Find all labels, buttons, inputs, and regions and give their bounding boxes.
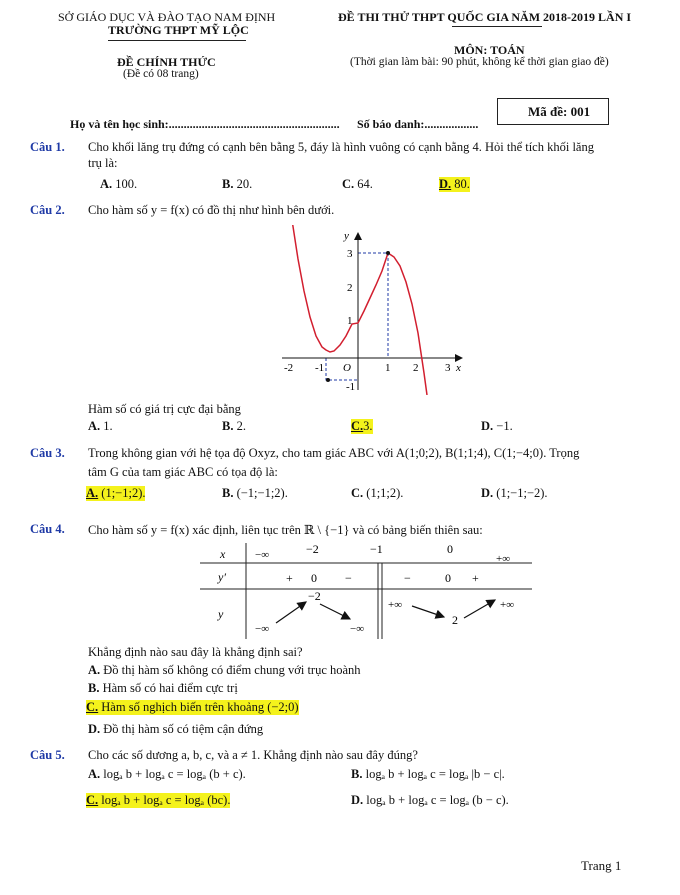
vt-x-neg-inf: −∞ [255, 549, 270, 561]
vt-y-pos-inf-1: +∞ [388, 599, 403, 611]
x-tick-3: 3 [445, 362, 451, 374]
q2-prompt: Hàm số có giá trị cực đại bằng [88, 402, 241, 416]
q4-label: Câu 4. [30, 522, 65, 536]
q5-text: Cho các số dương a, b, c, và a ≠ 1. Khẳng định nào sau đây đúng? [88, 748, 418, 762]
q1-text: Cho khối lăng trụ đứng có cạnh bên bằng 5, đáy là hình vuông có cạnh bằng 4. Hỏi thể tích khối lăng [88, 140, 594, 154]
vt-x-0: 0 [447, 543, 453, 556]
school-underline [108, 40, 246, 41]
q1-label: Câu 1. [30, 140, 65, 154]
vt-arrow-down-2 [412, 606, 444, 617]
y-axis-label: y [344, 230, 349, 242]
q2-option-d[interactable]: D. −1. [481, 419, 513, 433]
official-label: ĐỀ CHÍNH THỨC [117, 55, 216, 69]
q5-option-d[interactable]: D. logₐ b + logₐ c = logₐ (b − c). [351, 793, 509, 807]
title-underline [452, 26, 542, 27]
q1-option-b[interactable]: B. 20. [222, 177, 253, 191]
q1-option-d[interactable]: D. 80. [439, 177, 470, 191]
q1-option-c[interactable]: C. 64. [342, 177, 373, 191]
vt-x-neg2: −2 [306, 543, 319, 556]
q4-option-d[interactable]: D. Đồ thị hàm số có tiệm cận đứng [88, 722, 264, 736]
vt-arrow-up-1 [276, 602, 306, 623]
vt-x-pos-inf: +∞ [496, 553, 511, 565]
function-graph [270, 225, 480, 395]
q2-option-c[interactable]: C.3. [351, 419, 373, 433]
student-id-field: Số báo danh:.................. [357, 117, 479, 131]
vt-sign-3: − [345, 571, 352, 585]
x-tick-1: 1 [385, 362, 391, 374]
page-count: (Đề có 08 trang) [123, 68, 199, 80]
exam-code: Mã đề: 001 [528, 104, 591, 119]
school-name: TRƯỜNG THPT MỸ LỘC [108, 23, 249, 37]
q5-option-c[interactable]: C. logₐ b + logₐ c = logₐ (bc). [86, 793, 231, 807]
vt-sign-1: + [286, 571, 293, 585]
q3-text-cont: tâm G của tam giác ABC có tọa độ là: [88, 465, 278, 479]
q3-option-b[interactable]: B. (−1;−1;2). [222, 486, 288, 500]
exam-code-box [497, 98, 609, 125]
vt-sign-5: 0 [445, 571, 451, 585]
vt-y-2: 2 [452, 613, 458, 627]
q5-label: Câu 5. [30, 748, 65, 762]
vt-row-y: y [218, 607, 224, 621]
x-axis-label: x [456, 362, 461, 374]
q2-label: Câu 2. [30, 203, 65, 217]
q4-option-a[interactable]: A. Đồ thị hàm số không có điểm chung với trục hoành [88, 663, 361, 677]
q4-option-b[interactable]: B. Hàm số có hai điểm cực trị [88, 681, 238, 695]
department-name: SỞ GIÁO DỤC VÀ ĐÀO TẠO NAM ĐỊNH [58, 10, 276, 24]
vt-y-neg2: −2 [308, 589, 321, 603]
q4-prompt: Khẳng định nào sau đây là khẳng định sai? [88, 645, 303, 659]
exam-title: ĐỀ THI THỬ THPT QUỐC GIA NĂM 2018-2019 LẦN I [338, 10, 632, 24]
q3-option-c[interactable]: C. (1;1;2). [351, 486, 404, 500]
vt-y-neg-inf-1: −∞ [255, 623, 270, 635]
min-point [326, 378, 330, 382]
q1-text-cont: trụ là: [88, 156, 118, 170]
q5-option-b[interactable]: B. logₐ b + logₐ c = logₐ |b − c|. [351, 767, 505, 781]
y-tick-3: 3 [347, 248, 353, 260]
y-tick-neg1: -1 [346, 381, 356, 393]
q3-option-d[interactable]: D. (1;−1;−2). [481, 486, 548, 500]
function-curve [292, 225, 427, 395]
q2-text: Cho hàm số y = f(x) có đồ thị như hình bên dưới. [88, 203, 335, 217]
x-tick-2: 2 [413, 362, 419, 374]
q4-option-c[interactable]: C. Hàm số nghịch biến trên khoảng (−2;0) [86, 700, 299, 714]
vt-row-x: x [220, 547, 226, 561]
q2-option-a[interactable]: A. 1. [88, 419, 113, 433]
y-tick-2: 2 [347, 282, 353, 294]
origin-label: O [343, 362, 351, 374]
q3-text: Trong không gian với hệ tọa độ Oxyz, cho tam giác ABC với A(1;0;2), B(1;1;4), C(1;−4;0). Trọng [88, 446, 580, 460]
q2-option-b[interactable]: B. 2. [222, 419, 246, 433]
vt-sign-6: + [472, 571, 479, 585]
max-point [386, 251, 390, 255]
q5-option-a[interactable]: A. logₐ b + logₐ c = logₐ (b + c). [88, 767, 246, 781]
variation-table [200, 543, 532, 639]
vt-sign-2: 0 [311, 571, 317, 585]
y-tick-1: 1 [347, 315, 353, 327]
time-note: (Thời gian làm bài: 90 phút, không kể thời gian giao đề) [350, 56, 609, 68]
vt-y-neg-inf-2: −∞ [350, 623, 365, 635]
student-name-field: Họ và tên học sinh:......................................................... [70, 117, 340, 131]
q4-text: Cho hàm số y = f(x) xác định, liên tục trên ℝ \ {−1} và có bảng biến thiên sau: [88, 523, 483, 537]
subject: MÔN: TOÁN [454, 43, 525, 57]
q3-label: Câu 3. [30, 446, 65, 460]
page-number: Trang 1 [581, 858, 622, 873]
min-guide [326, 358, 358, 380]
q3-option-a[interactable]: A. (1;−1;2). [86, 486, 146, 500]
q1-option-a[interactable]: A. 100. [100, 177, 138, 191]
vt-y-pos-inf-2: +∞ [500, 599, 515, 611]
x-tick-neg2: -2 [284, 362, 294, 374]
vt-row-dy: y′ [218, 570, 226, 584]
vt-x-neg1: −1 [370, 543, 383, 556]
vt-arrow-up-2 [464, 600, 495, 618]
vt-sign-4: − [404, 571, 411, 585]
x-tick-neg1: -1 [315, 362, 325, 374]
vt-arrow-down-1 [320, 604, 350, 619]
